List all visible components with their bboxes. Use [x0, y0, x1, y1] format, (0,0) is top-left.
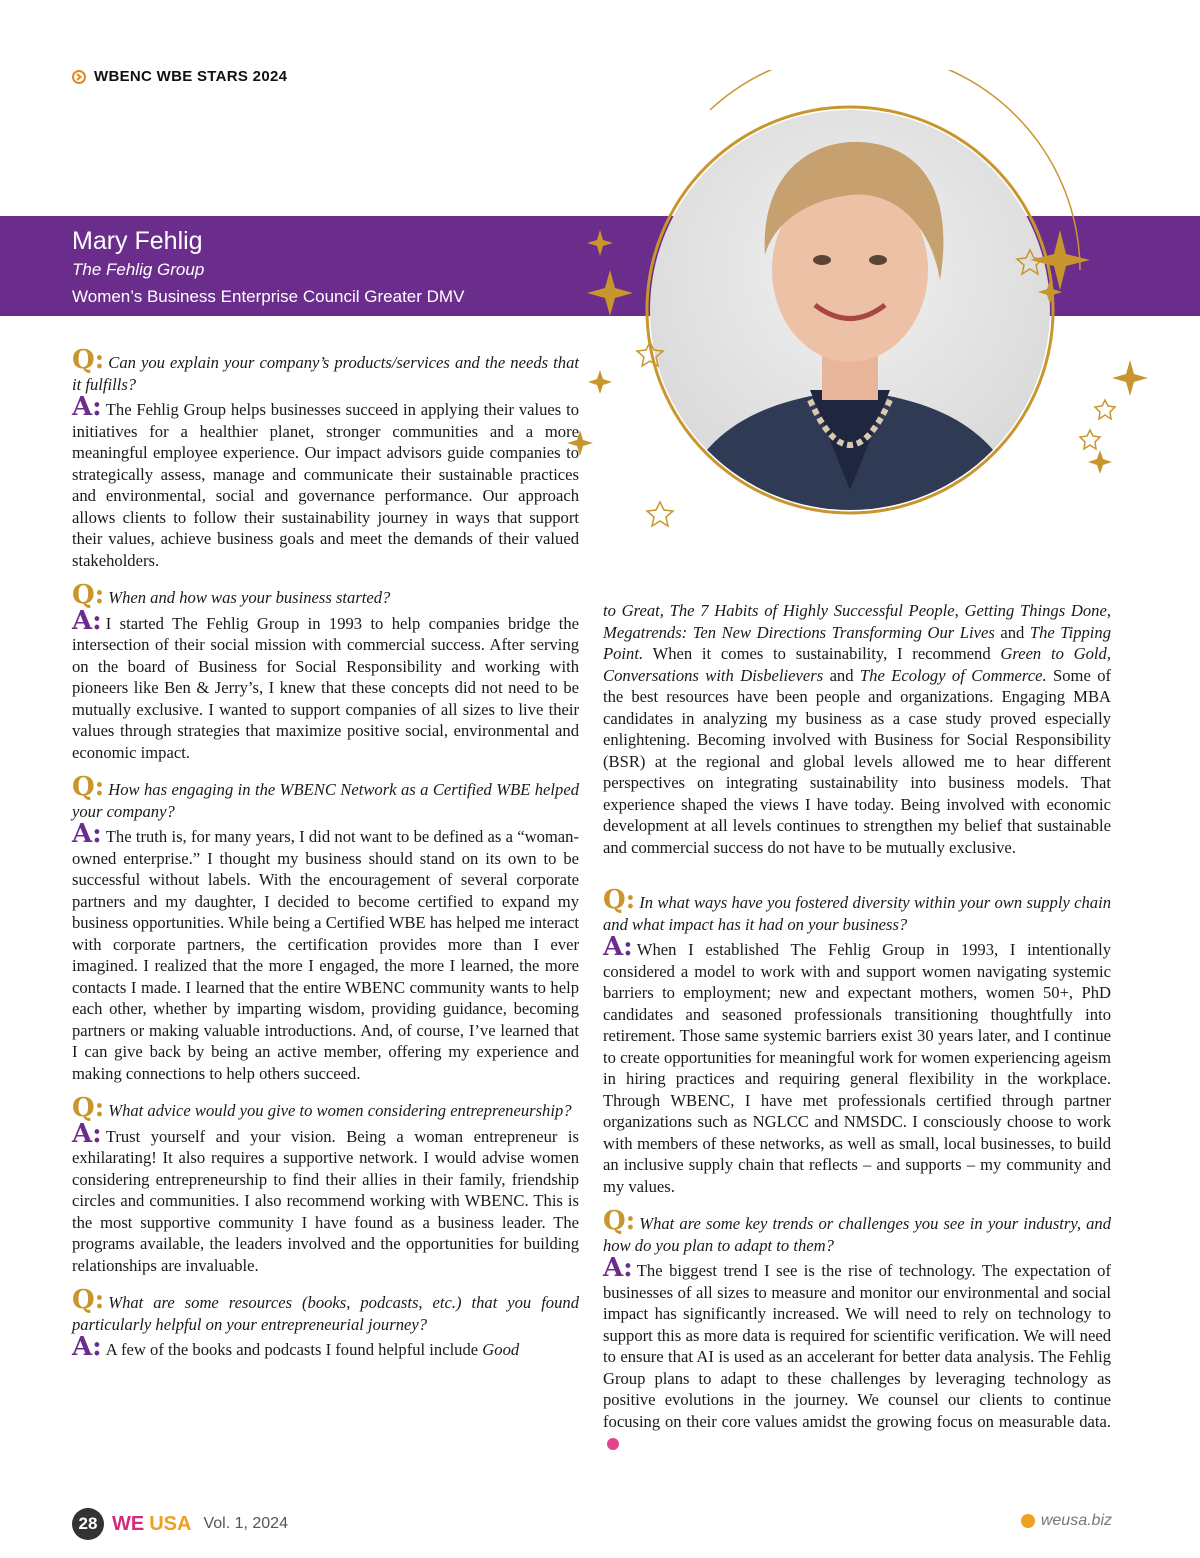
qa-item	[603, 1206, 1111, 1454]
question-text: What are some key trends or challenges you see in your industry, and how do you plan to adapt to them?	[603, 1214, 1111, 1255]
answer-text: The biggest trend I see is the rise of technology. The expectation of businesses of all sizes to measure and monitor our environmental and social impact has significantly increased. We will need to rely on technology to support this as more data is required for scientific verification. We will need to ensure that AI is used as an accelerant for better data analysis. The Fehlig Group plans to adapt to these challenges by leveraging technology as positive evolutions in the journey. We counsel our clients to continue focusing on their core values amidst the growing focus on measurable data.	[603, 1261, 1111, 1431]
q-marker: Q:	[72, 580, 105, 610]
profile-council: Women’s Business Enterprise Council Greater DMV	[72, 287, 465, 306]
q-marker: Q:	[72, 345, 105, 375]
page-number: 28	[72, 1508, 104, 1540]
answer	[72, 819, 579, 1084]
q-marker: Q:	[603, 1206, 636, 1236]
qa-item	[72, 1093, 579, 1276]
answer	[72, 392, 579, 571]
q-marker: Q:	[72, 772, 105, 802]
volume-label: Vol. 1, 2024	[203, 1515, 288, 1532]
question-text: How has engaging in the WBENC Network as a Certified WBE helped your company?	[72, 780, 579, 821]
book-title: Good	[482, 1340, 520, 1359]
connector-text: and	[1000, 622, 1025, 642]
answer	[603, 932, 1111, 1197]
a-marker: A:	[603, 932, 633, 962]
qa-item	[603, 885, 1111, 1197]
question	[603, 1206, 1111, 1256]
question	[72, 580, 579, 610]
magazine-logo-we: WE	[112, 1512, 145, 1535]
answer-text: Trust yourself and your vision. Being a woman entrepreneur is exhilarating! It also requires a supportive network. I would advise women considering entrepreneurship to find their allies in their family, friendship circles and communities. I also recommend working with WBENC. This is the most supportive community I have found as a business leader. The programs available, the leaders involved and the opportunities for building relationships are invaluable.	[72, 1126, 579, 1275]
portrait-graphic	[560, 70, 1200, 590]
answer-text: When it comes to sustainability, I recommend	[652, 644, 991, 663]
question	[72, 772, 579, 822]
section-tag-label: WBENC WBE STARS 2024	[94, 68, 288, 85]
question	[72, 1285, 579, 1335]
qa-item	[72, 1285, 579, 1362]
book-titles: Green to Gold, Conversations with Disbelievers	[603, 644, 1111, 685]
book-title: The Ecology of Commerce.	[859, 665, 1047, 685]
right-column-continuation	[603, 600, 1111, 872]
answer-text: A few of the books and podcasts I found helpful include	[105, 1340, 479, 1359]
footer-left	[72, 1508, 288, 1540]
question	[72, 345, 579, 395]
question-text: What advice would you give to women considering entrepreneurship?	[108, 1101, 572, 1120]
section-tag	[72, 68, 287, 85]
book-title: The Tipping Point.	[603, 622, 1111, 663]
a-marker: A:	[603, 1253, 633, 1283]
website-link[interactable]: weusa.biz	[1040, 1512, 1112, 1529]
globe-icon	[1021, 1514, 1035, 1528]
profile-name: Mary Fehlig	[72, 227, 203, 255]
connector-text: and	[829, 665, 854, 685]
q-marker: Q:	[72, 1285, 105, 1315]
answer-text: When I established The Fehlig Group in 1993, I intentionally considered a model to work with and support women navigating systemic barriers to employment; new and expectant mothers, women 50+, PhD candidates and seasoned professionals transitioning thoughtfully into retirement. Those same systemic barriers exist 30 years later, and I continue to create opportunities for meaningful work for women experiencing ageism in hiring practices and requiring general flexibility in the workplace. Through WBENC, I have met professionals certified through partner organizations such as NGLCC and NMSDC. I consciously choose to work with members of these networks, as well as small, local businesses, to build an inclusive supply chain that reflects – and supports – my community and my values.	[603, 940, 1111, 1196]
portrait-svg	[560, 70, 1200, 590]
qa-item	[72, 772, 579, 1084]
answer	[603, 1253, 1111, 1454]
question-text: Can you explain your company’s products/services and the needs that it fulfills?	[72, 353, 579, 394]
a-marker: A:	[72, 819, 102, 849]
answer-text: I started The Fehlig Group in 1993 to help companies bridge the intersection of their social mission with commercial success. After serving on the board of Business for Social Responsibility and working with pioneers like Ben & Jerry’s, I knew that these concepts did not need to be mutually exclusive. I wanted to support companies of all sizes to live their values through strategies that maximize positive social, environmental and economic impact.	[72, 613, 579, 762]
answer-text: The truth is, for many years, I did not want to be defined as a “woman-owned enterprise.” I thought my business should stand on its own to be successful without labels. With the encouragement of several corporate partners and my daughter, I decided to become certified to expand my business opportunities. While being a Certified WBE has helped me interact with corporate partners, the certification provides more than I ever imagined. I realized that the more I engaged, the more I learned, the more contacts I made. I learned that the entire WBENC community wants to help each other, whether by imparting wisdom, providing guidance, becoming partners or making valuable introductions. And, of course, I’ve learned that I can give back by being an active member, offering my experience and making connections to help others succeed.	[72, 827, 579, 1083]
footer-right	[1021, 1512, 1112, 1530]
left-column	[72, 345, 579, 1375]
q-marker: Q:	[72, 1093, 105, 1123]
profile-company: The Fehlig Group	[72, 260, 205, 279]
a-marker: A:	[72, 1332, 102, 1362]
answer	[72, 605, 579, 764]
question	[603, 885, 1111, 935]
q-marker: Q:	[603, 885, 636, 915]
qa-item	[72, 580, 579, 763]
arrow-circle-icon	[72, 70, 86, 84]
profile-header	[72, 226, 464, 310]
question-text: In what ways have you fostered diversity within your own supply chain and what impact has it had on your business?	[603, 893, 1111, 934]
book-titles: to Great, The 7 Habits of Highly Successful People, Getting Things Done, Megatrends: Ten New Directions Transforming Our Lives	[603, 601, 1111, 642]
answer-continuation	[603, 600, 1111, 858]
question-text: When and how was your business started?	[108, 588, 391, 607]
question-text: What are some resources (books, podcasts, etc.) that you found particularly helpful on your entrepreneurial journey?	[72, 1293, 579, 1334]
qa-item	[72, 345, 579, 571]
magazine-logo-usa: USA	[149, 1512, 192, 1535]
question	[72, 1093, 579, 1123]
end-mark-icon	[607, 1438, 619, 1450]
answer	[72, 1118, 579, 1277]
a-marker: A:	[72, 605, 102, 636]
answer-text: The Fehlig Group helps businesses succeed in applying their values to initiatives for a healthier planet, stronger communities and a more meaningful employee experience. Our impact advisors guide companies to strategically assess, manage and communicate their sustainable practices and environmental, social and governance performance. Our approach allows clients to follow their sustainability journey in ways that support their values, achieve business goals and meet the demands of their valued stakeholders.	[72, 400, 579, 570]
right-column	[603, 885, 1111, 1468]
answer-text: Some of the best resources have been people and organizations. Engaging MBA candidates in analyzing my business as a case study proved especially enlightening. Becoming involved with Business for Social Responsibility (BSR) at the regional and global levels allowed me to hear different perspectives on integrating sustainability into business models. That experience shaped the views I have today. Being involved with economic development at all levels continues to strengthen my belief that sustainable and commercial success do not have to be mutually exclusive.	[603, 665, 1112, 857]
a-marker: A:	[72, 392, 102, 422]
answer	[72, 1332, 579, 1362]
a-marker: A:	[72, 1118, 102, 1149]
